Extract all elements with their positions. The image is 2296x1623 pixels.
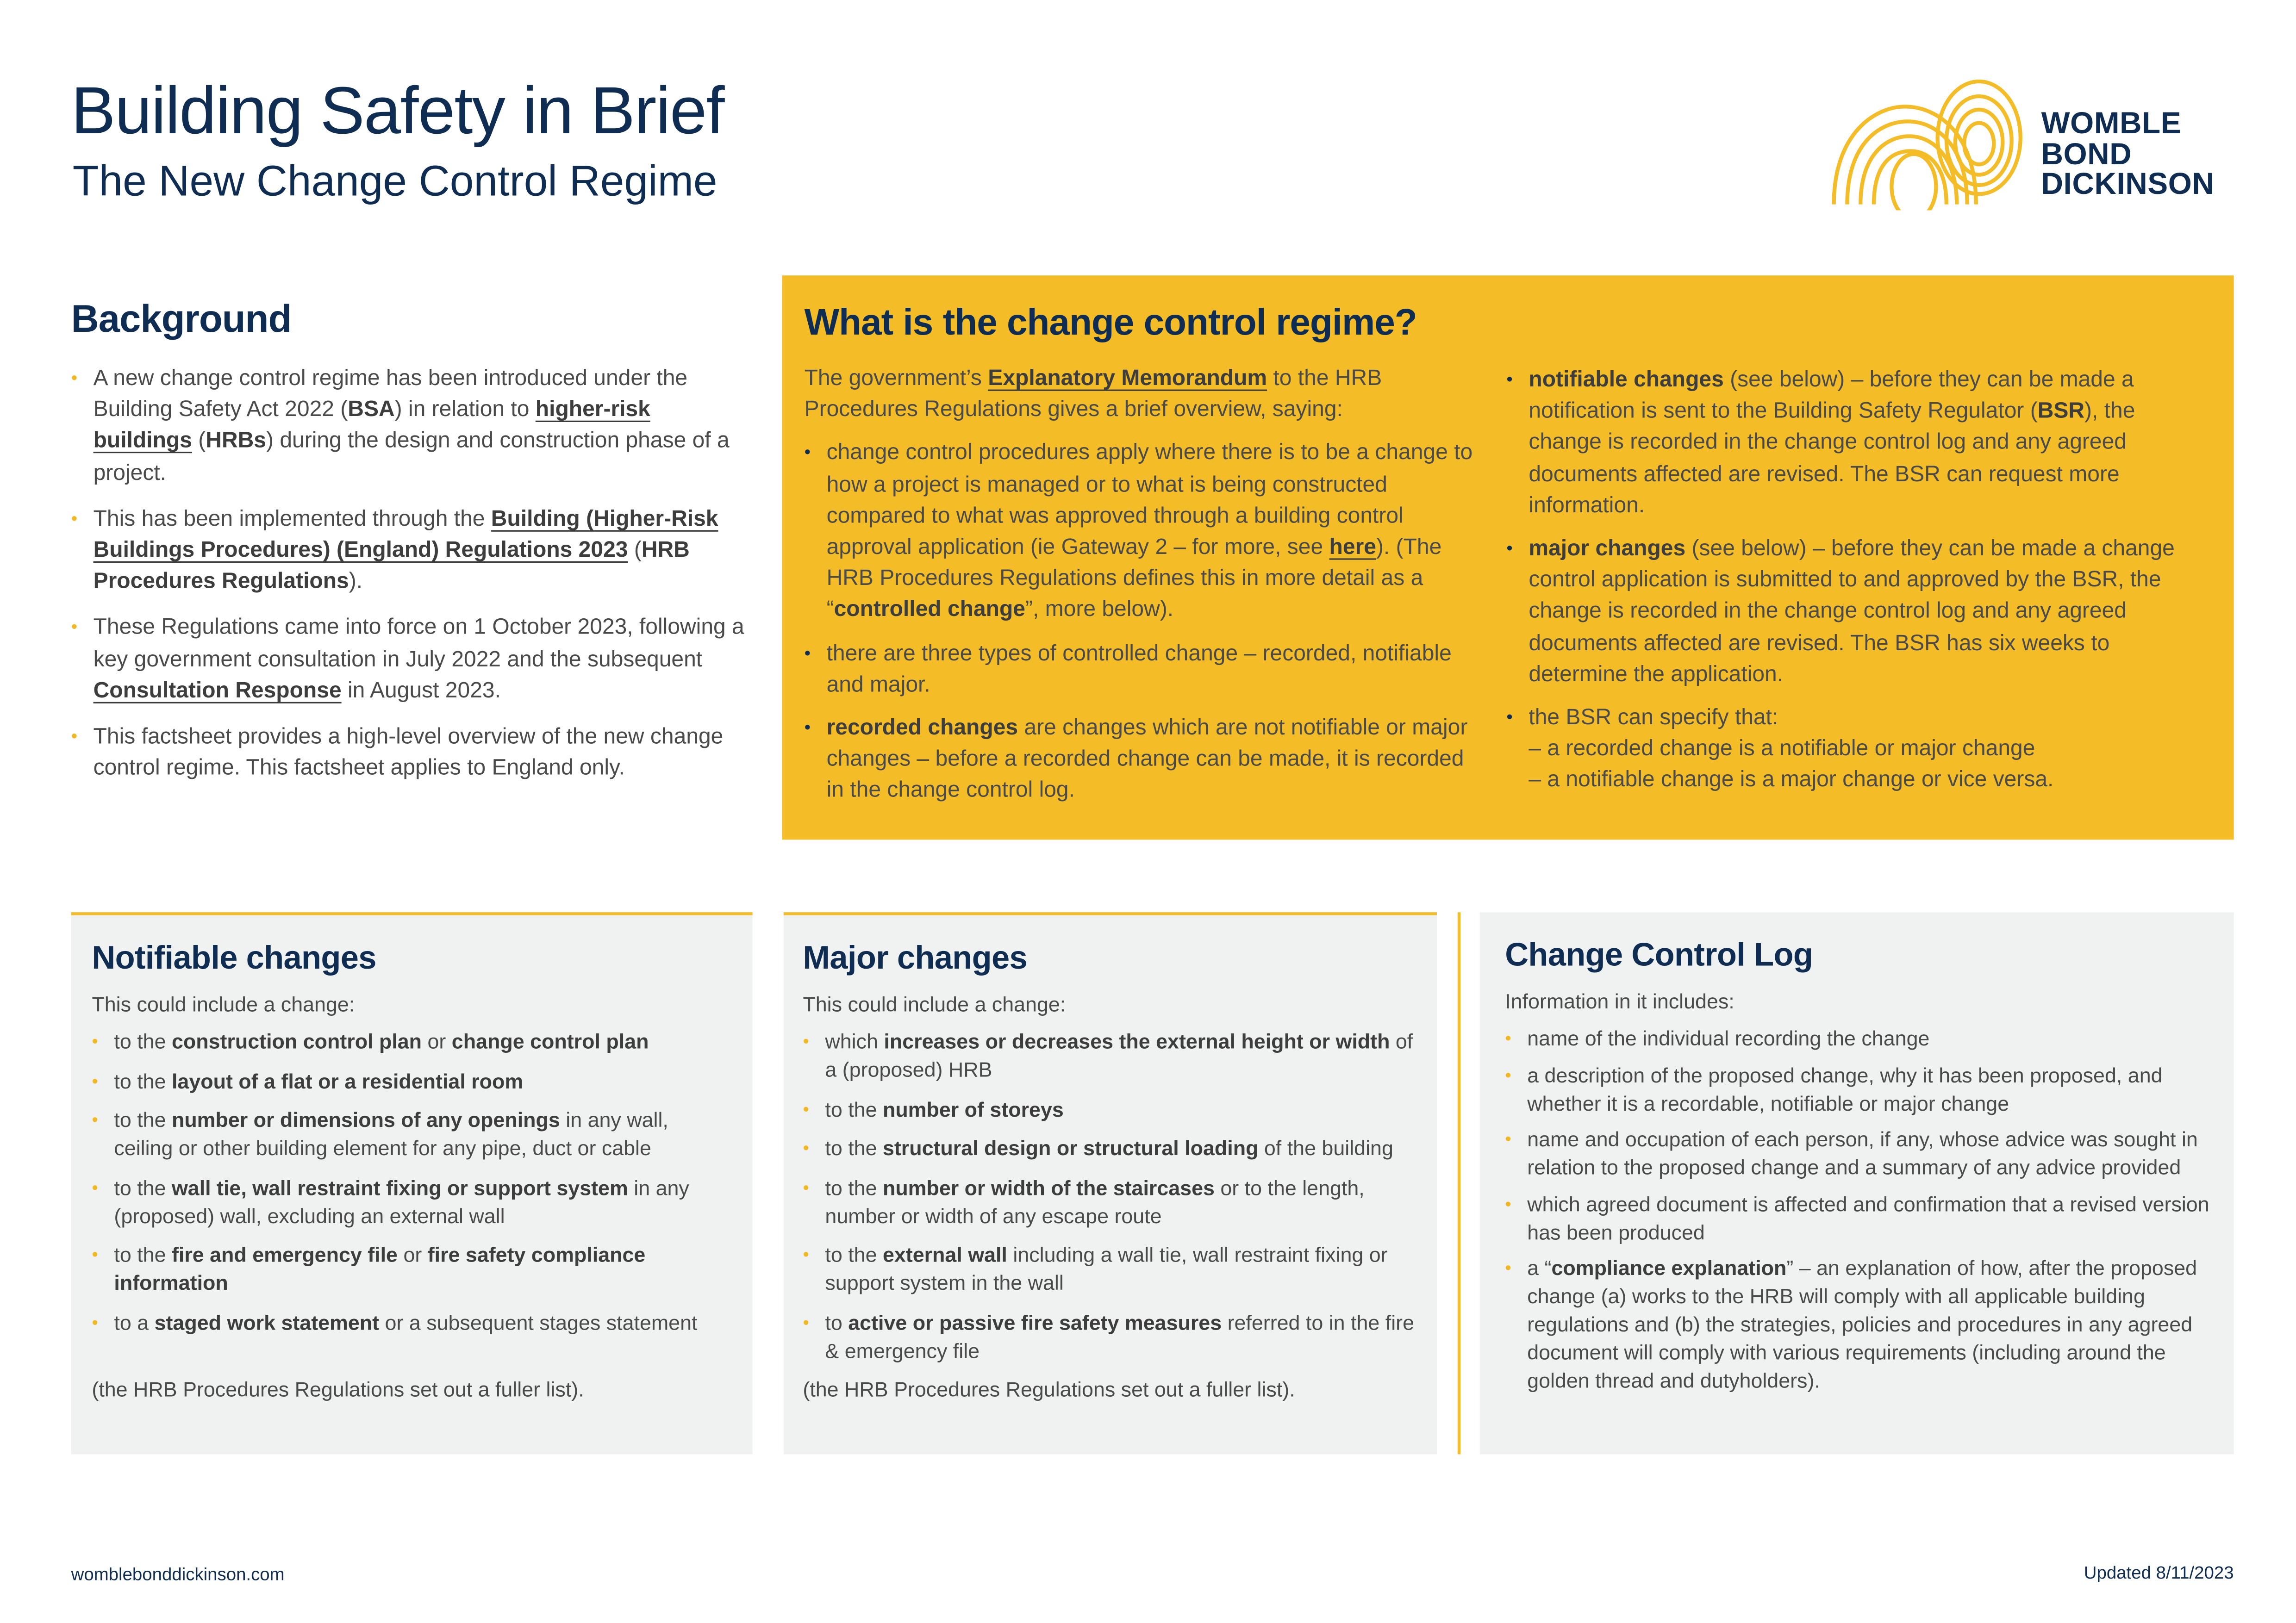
bullet-icon: • [1505, 1257, 1511, 1278]
text-run: the BSR can specify that: [1529, 705, 1778, 730]
text-run: to the [114, 1068, 172, 1092]
regime-heading: What is the change control regime? [804, 302, 1417, 344]
company-logo [1831, 74, 2246, 210]
bold-term: HRBs [206, 429, 266, 454]
text-run: ) in relation to [394, 397, 536, 423]
text-run: to the [114, 1029, 172, 1053]
text-run: ( [192, 429, 206, 454]
bullet-icon: • [1505, 1027, 1511, 1049]
text-run: referred to in the fire & emergency file [825, 1310, 1414, 1362]
page-subtitle: The New Change Control Regime [72, 158, 718, 206]
list-item [92, 1106, 731, 1163]
bold-term: number or dimensions of any openings [171, 1107, 560, 1132]
text-run: change control procedures apply where there is to be a change to how a project is managed or to what is being constructed compared to what was approved through a building control approval application (ie Gateway 2 – for more, see [826, 440, 1473, 560]
bullet-icon: • [803, 1311, 809, 1332]
bullet-icon: • [92, 1244, 98, 1265]
major-changes-panel [784, 912, 1437, 1454]
bold-term: wall tie, wall restraint fixing or support system [171, 1175, 628, 1199]
text-run: name of the individual recording the change [1527, 1026, 1930, 1050]
wordmark-line-2: BOND [2041, 137, 2132, 171]
notifiable-list [92, 1028, 731, 1348]
bullet-icon: • [92, 1311, 98, 1332]
major-list [803, 1028, 1425, 1376]
text-run: in any (proposed) wall, excluding an external wall [114, 1175, 689, 1227]
bullet-icon: • [803, 1137, 809, 1158]
text-run: which agreed document is affected and confirmation that a revised version has been produced [1527, 1191, 2209, 1244]
bullet-icon: • [804, 716, 811, 738]
text-run: to the [825, 1096, 883, 1120]
text-run: in any wall, ceiling or other building element for any pipe, duct or cable [114, 1107, 668, 1160]
text-run: in August 2023. [341, 678, 501, 703]
text-run: there are three types of controlled change – recorded, notifiable and major. [826, 640, 1452, 697]
bold-term: staged work statement [154, 1310, 380, 1334]
text-run: to [825, 1310, 849, 1334]
bold-term: HRB Procedures Regulations [93, 537, 690, 594]
list-item [92, 1174, 731, 1230]
log-intro: Information in it includes: [1505, 989, 1734, 1013]
text-run: or to the length, number or width of any escape route [825, 1175, 1365, 1227]
text-run: to a [114, 1310, 155, 1334]
list-item [1506, 364, 2202, 521]
text-run: ”, more below). [1025, 597, 1174, 623]
list-item [803, 1028, 1425, 1084]
text-run: to the [114, 1242, 172, 1266]
background-section [71, 296, 753, 799]
list-item [803, 1241, 1425, 1298]
text-run: ). [349, 569, 363, 594]
sub-item: – a notifiable change is a major change or vice versa. [1529, 768, 2054, 793]
list-item [1505, 1025, 2219, 1053]
list-item [803, 1095, 1425, 1123]
bullet-icon: • [1505, 1128, 1511, 1150]
list-item [803, 1308, 1425, 1365]
bold-term: controlled change [834, 597, 1025, 623]
regime-intro [805, 363, 1486, 426]
text-run: ). (The HRB Procedures Regulations defines this in more detail as a “ [826, 535, 1442, 623]
wordmark-line-1: WOMBLE [2041, 106, 2182, 141]
log-list [1505, 1025, 2219, 1403]
list-item [803, 1134, 1425, 1163]
bullet-icon: • [803, 1098, 809, 1119]
list-item [71, 363, 753, 488]
bullet-icon: • [1505, 1064, 1511, 1085]
text-run: A new change control regime has been introduced under the Building Safety Act 2022 ( [93, 366, 688, 423]
text-run: which [825, 1029, 884, 1053]
bold-term: external wall [882, 1242, 1007, 1266]
company-wordmark [2041, 106, 2215, 202]
page-title: Building Safety in Brief [71, 72, 724, 148]
list-item [805, 437, 1486, 626]
bullet-icon: • [804, 642, 811, 663]
text-run: This has been implemented through the [93, 506, 491, 532]
notifiable-heading: Notifiable changes [92, 939, 376, 976]
notifiable-intro: This could include a change: [92, 992, 355, 1016]
inline-link[interactable]: Consultation Response [93, 678, 342, 703]
list-item [71, 721, 753, 784]
text-run: to the [114, 1175, 172, 1199]
bullet-icon: • [71, 726, 78, 746]
bold-term: compliance explanation [1551, 1256, 1787, 1280]
text-run: or [422, 1029, 452, 1053]
background-list [71, 363, 753, 784]
bullet-icon: • [803, 1244, 809, 1265]
text-run: ( [628, 537, 642, 563]
text-run: to the [825, 1136, 883, 1160]
bullet-icon: • [803, 1176, 809, 1198]
bold-term: major changes [1529, 536, 1686, 561]
inline-link[interactable]: here [1329, 535, 1376, 560]
text-run: (see below) – before they can be made a change control application is submitted to and approved by the BSR, the change is recorded in the change control log and any agreed documents affected are revised. The BSR has six weeks to determine the application. [1529, 536, 2175, 687]
bullet-icon: • [1506, 706, 1513, 728]
bold-term: active or passive fire safety measures [848, 1310, 1222, 1334]
bullet-icon: • [71, 367, 78, 388]
bullet-icon: • [1505, 1193, 1511, 1214]
text-run: including a wall tie, wall restraint fixing or support system in the wall [825, 1242, 1388, 1294]
text-run: name and occupation of each person, if any, whose advice was sought in relation to the proposed change and a summary of any advice provided [1527, 1127, 2198, 1179]
major-footnote: (the HRB Procedures Regulations set out a fuller list). [803, 1377, 1295, 1401]
bold-term: construction control plan [171, 1029, 422, 1053]
bold-term: increases or decreases the external height or width [884, 1029, 1390, 1053]
text-run: or [398, 1242, 428, 1266]
text-run: to the [825, 1175, 883, 1199]
list-item [92, 1308, 731, 1337]
bold-term: recorded changes [826, 715, 1018, 741]
inline-link[interactable]: higher-risk buildings [93, 397, 650, 454]
regime-callout [782, 275, 2234, 839]
text-run: are changes which are not notifiable or major changes – before a recorded change can be made, it is recorded in the change control log. [826, 715, 1468, 803]
text-run: (see below) – before they can be made a notification is sent to the Building Safety Regulator ( [1529, 367, 2134, 424]
bold-term: fire safety compliance information [114, 1242, 646, 1294]
list-item [71, 503, 753, 597]
text-run: The government’s [804, 366, 988, 391]
column-divider [1458, 912, 1460, 1454]
bold-term: change control plan [451, 1029, 649, 1053]
text-run: ) during the design and construction phase of a project. [93, 429, 730, 485]
text-run: of a (proposed) HRB [825, 1029, 1413, 1081]
list-item [92, 1067, 731, 1095]
major-heading: Major changes [803, 939, 1028, 976]
bullet-icon: • [92, 1176, 98, 1198]
major-intro: This could include a change: [803, 992, 1066, 1016]
list-item [805, 712, 1486, 807]
list-item [71, 612, 753, 707]
concentric-rings-logo-icon [1831, 74, 2031, 210]
notifiable-footnote: (the HRB Procedures Regulations set out a fuller list). [92, 1377, 584, 1401]
list-item [803, 1174, 1425, 1230]
text-run: to the [114, 1107, 172, 1132]
text-run: of the building [1258, 1136, 1393, 1160]
list-item [1506, 533, 2202, 690]
list-item [805, 638, 1486, 701]
text-run: a description of the proposed change, why it has been proposed, and whether it is a recordable, notifiable or major change [1527, 1063, 2163, 1114]
website-link[interactable]: womblebonddickinson.com [71, 1564, 285, 1585]
bold-term: notifiable changes [1529, 367, 1724, 392]
regime-left-column [805, 363, 1486, 818]
bullet-icon: • [71, 616, 78, 638]
sub-item: – a recorded change is a notifiable or major change [1529, 736, 2035, 762]
bold-term: layout of a flat or a residential room [171, 1068, 524, 1092]
text-run: This factsheet provides a high-level overview of the new change control regime. This factsheet applies to England only. [93, 724, 724, 781]
bullet-icon: • [71, 508, 78, 529]
regime-left-list [805, 437, 1486, 807]
bullet-icon: • [803, 1031, 809, 1051]
background-heading: Background [71, 296, 292, 341]
bold-term: BSR [2037, 398, 2085, 424]
list-item [1505, 1190, 2219, 1246]
list-item [92, 1028, 731, 1056]
inline-link[interactable]: Building (Higher-Risk Buildings Procedures) (England) Regulations 2023 [93, 506, 718, 563]
bullet-icon: • [1506, 537, 1513, 559]
list-item [1506, 702, 2202, 796]
text-run: to the HRB Procedures Regulations gives a brief overview, saying: [804, 366, 1382, 423]
notifiable-changes-panel [71, 912, 753, 1454]
text-run: or a subsequent stages statement [379, 1310, 698, 1334]
change-control-log-panel [1480, 912, 2234, 1454]
bullet-icon: • [804, 442, 811, 463]
text-run: a “ [1527, 1256, 1552, 1280]
list-item [92, 1241, 731, 1298]
bold-term: BSA [348, 397, 395, 423]
bullet-icon: • [1506, 368, 1513, 390]
list-item [1505, 1126, 2219, 1182]
wordmark-line-3: DICKINSON [2041, 167, 2215, 202]
bullet-icon: • [92, 1070, 98, 1091]
text-run: ” – an explanation of how, after the proposed change (a) works to the HRB will comply with all applicable building regulations and (b) the strategies, policies and procedures in any agreed document will comply with various requirements (including around the golden thread and dutyholders). [1527, 1256, 2197, 1392]
list-item [1505, 1254, 2219, 1395]
inline-link[interactable]: Explanatory Memorandum [988, 366, 1267, 391]
bold-term: number or width of the staircases [882, 1175, 1215, 1199]
bullet-icon: • [92, 1031, 98, 1051]
text-run: to the [825, 1242, 883, 1266]
text-run: These Regulations came into force on 1 October 2023, following a key government consultation in July 2022 and the subsequent [93, 615, 744, 672]
bold-term: fire and emergency file [171, 1242, 398, 1266]
regime-right-list [1506, 364, 2202, 796]
log-heading: Change Control Log [1505, 936, 1813, 973]
bold-term: structural design or structural loading [882, 1136, 1259, 1160]
bullet-icon: • [92, 1109, 98, 1130]
bold-term: number of storeys [882, 1096, 1064, 1120]
regime-right-column [1506, 364, 2202, 808]
updated-date: Updated 8/11/2023 [2084, 1562, 2234, 1583]
text-run: ), the change is recorded in the change control log and any agreed documents affected are revised. The BSR can request more information. [1529, 398, 2135, 518]
list-item [1505, 1061, 2219, 1118]
